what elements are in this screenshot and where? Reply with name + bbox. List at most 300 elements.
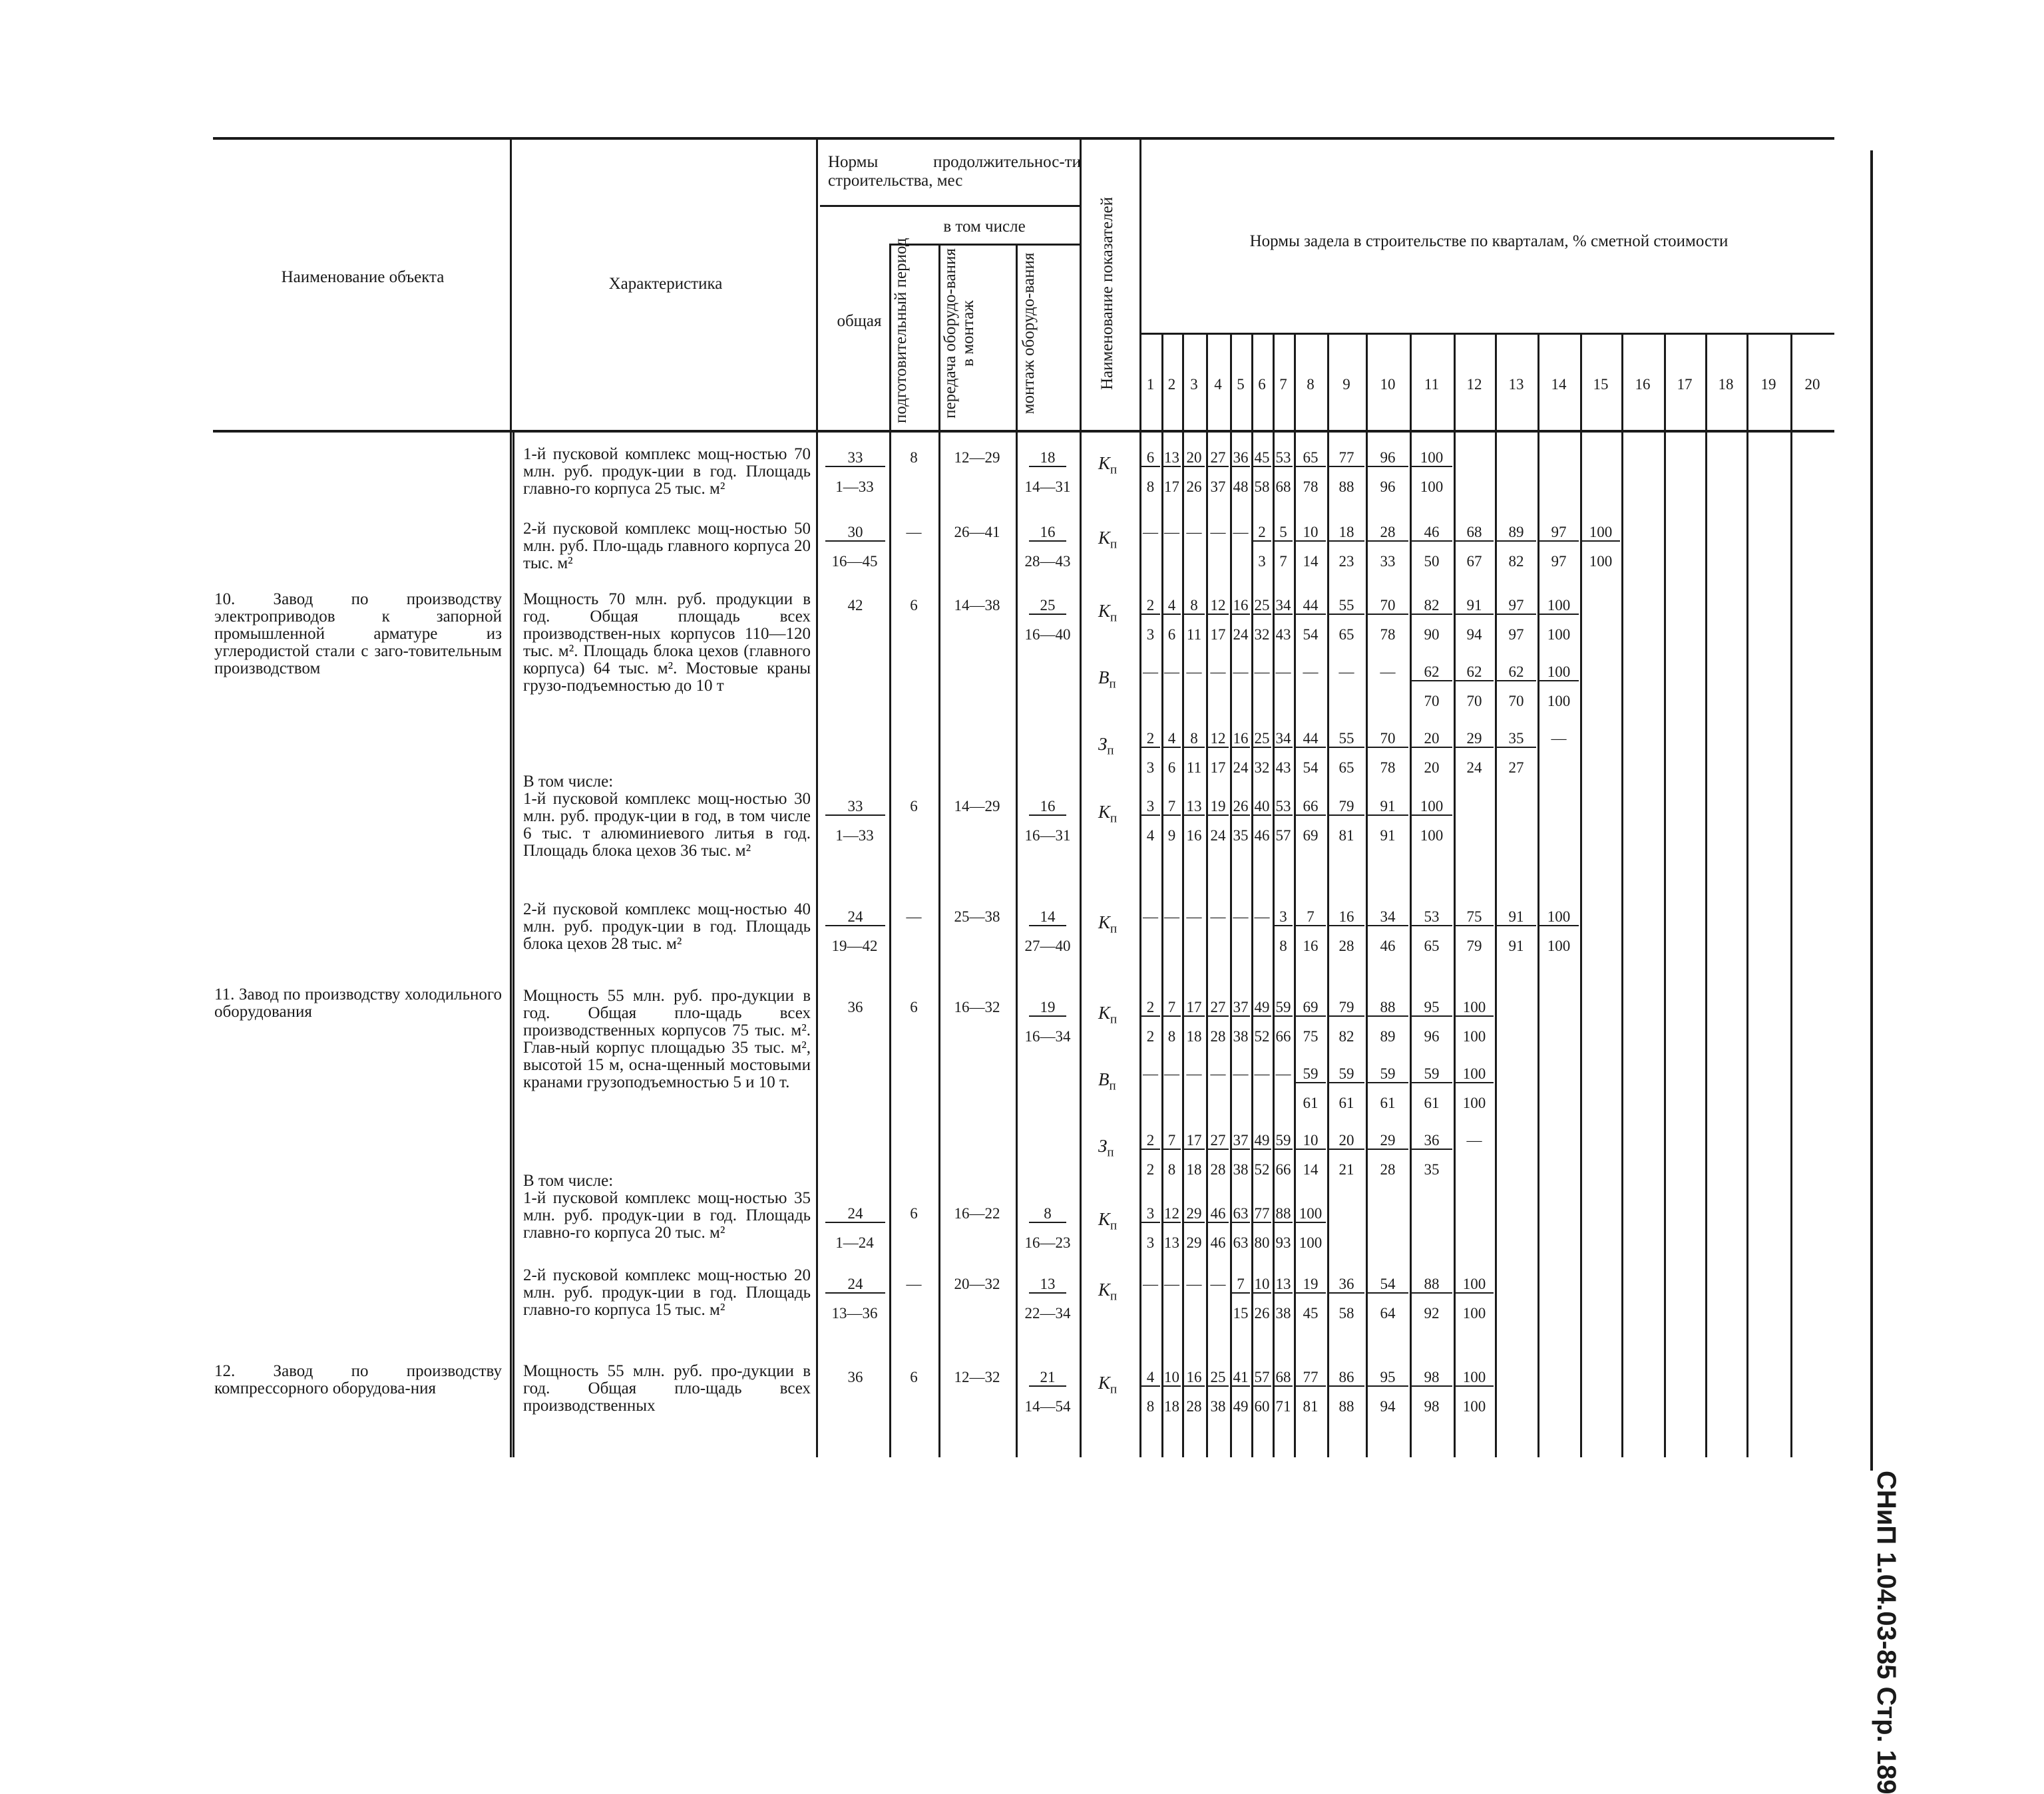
indicator-subscript: п xyxy=(1110,1382,1118,1397)
install-period: 18 xyxy=(1029,450,1066,467)
backlog-value-alt: 67 xyxy=(1466,553,1482,570)
backlog-value: 88 xyxy=(1411,1276,1452,1294)
backlog-value: 10 xyxy=(1295,1133,1326,1150)
indicator-label xyxy=(1098,1137,1114,1162)
backlog-value: — xyxy=(1338,663,1354,680)
backlog-value-alt: 94 xyxy=(1466,626,1482,643)
transfer-period: 16—32 xyxy=(954,999,1000,1015)
backlog-value: 8 xyxy=(1183,731,1205,748)
indicator-subscript: п xyxy=(1109,677,1116,691)
backlog-value-alt: 38 xyxy=(1275,1305,1291,1322)
backlog-value: 59 xyxy=(1274,999,1293,1017)
backlog-value-alt: 92 xyxy=(1424,1305,1440,1322)
backlog-value: — xyxy=(1210,1276,1226,1292)
backlog-value-alt: 6 xyxy=(1167,759,1176,776)
backlog-value: 70 xyxy=(1367,731,1408,748)
backlog-value-alt: 100 xyxy=(1462,1095,1486,1111)
backlog-value-alt: 43 xyxy=(1275,626,1291,643)
backlog-value-alt: 14 xyxy=(1303,1161,1319,1178)
backlog-value-alt: 57 xyxy=(1275,827,1291,844)
indicator-letter: В xyxy=(1098,667,1110,687)
backlog-value-alt: 65 xyxy=(1424,938,1440,954)
backlog-value-alt: 28 xyxy=(1338,938,1354,954)
backlog-value-alt: 7 xyxy=(1279,553,1287,570)
indicator-letter: К xyxy=(1098,802,1110,822)
indicator-subscript: п xyxy=(1109,1079,1116,1093)
backlog-value: 25 xyxy=(1253,598,1271,615)
backlog-value-alt: 100 xyxy=(1462,1398,1486,1415)
duration-range: 1—33 xyxy=(835,478,874,495)
backlog-value: 8 xyxy=(1183,598,1205,615)
backlog-value: — xyxy=(1466,1132,1482,1149)
backlog-value: — xyxy=(1143,1065,1158,1082)
col-line-total xyxy=(889,244,891,1457)
indicator-subscript: п xyxy=(1110,811,1118,826)
backlog-value: — xyxy=(1551,730,1567,747)
install-range: 16—40 xyxy=(1024,626,1071,643)
backlog-value: 100 xyxy=(1539,664,1579,681)
install-period: 16 xyxy=(1029,799,1066,816)
backlog-value: 91 xyxy=(1455,598,1494,615)
backlog-value-alt: 58 xyxy=(1338,1305,1354,1322)
backlog-value: — xyxy=(1303,663,1319,680)
backlog-value: — xyxy=(1164,1065,1179,1082)
backlog-value: 27 xyxy=(1207,1133,1229,1150)
characteristic-row-7: В том числе: 1-й пусковой комплекс мощ-ностью 35 млн. руб. продук-ции в год. Площадь главно-го корпуса 20 тыс. м² xyxy=(523,1172,811,1242)
backlog-value: — xyxy=(1186,908,1202,925)
backlog-value: 100 xyxy=(1455,1369,1494,1387)
quarter-number: 17 xyxy=(1677,376,1693,393)
backlog-value-alt: 98 xyxy=(1424,1398,1440,1415)
backlog-value: 66 xyxy=(1295,799,1326,816)
indicator-subscript: п xyxy=(1110,1012,1118,1027)
backlog-value: — xyxy=(1275,1065,1291,1082)
backlog-value: 6 xyxy=(1141,450,1160,467)
backlog-value: 53 xyxy=(1411,909,1452,926)
backlog-value-alt: 100 xyxy=(1462,1305,1486,1322)
backlog-value-alt: 79 xyxy=(1466,938,1482,954)
col-line-quarter xyxy=(1580,333,1582,1457)
backlog-value: 100 xyxy=(1581,524,1620,542)
backlog-value: 53 xyxy=(1274,450,1293,467)
indicator-label xyxy=(1098,602,1117,627)
quarter-number: 13 xyxy=(1508,376,1524,393)
backlog-value: 27 xyxy=(1207,450,1229,467)
quarter-number: 15 xyxy=(1593,376,1609,393)
backlog-value: 19 xyxy=(1207,799,1229,816)
backlog-value: 44 xyxy=(1295,731,1326,748)
backlog-value: 46 xyxy=(1207,1206,1229,1223)
backlog-value-alt: 78 xyxy=(1380,626,1396,643)
backlog-value-alt: 78 xyxy=(1380,759,1396,776)
header-indicator-col xyxy=(1098,164,1116,423)
install-range: 16—23 xyxy=(1024,1234,1071,1251)
backlog-value: 34 xyxy=(1274,731,1293,748)
backlog-value-alt: 60 xyxy=(1254,1398,1270,1415)
backlog-value-alt: 48 xyxy=(1233,478,1249,495)
backlog-value: 57 xyxy=(1253,1369,1271,1387)
backlog-value-alt: 90 xyxy=(1424,626,1440,643)
install-range: 27—40 xyxy=(1024,938,1071,954)
backlog-value: 100 xyxy=(1295,1206,1326,1223)
quarter-number: 6 xyxy=(1258,376,1266,393)
quarter-number: 20 xyxy=(1804,376,1820,393)
table-top-rule xyxy=(213,137,1834,140)
backlog-value-alt: 100 xyxy=(1420,827,1444,844)
backlog-value-alt: 38 xyxy=(1210,1398,1226,1415)
backlog-value: — xyxy=(1143,908,1158,925)
prep-period: 6 xyxy=(910,597,918,614)
backlog-value: 26 xyxy=(1231,799,1250,816)
backlog-value: 59 xyxy=(1411,1066,1452,1083)
backlog-value-alt: 75 xyxy=(1303,1028,1319,1045)
backlog-value-alt: 43 xyxy=(1275,759,1291,776)
characteristic-row-2: 2-й пусковой комплекс мощ-ностью 50 млн. руб. Пло-щадь главного корпуса 20 тыс. м² xyxy=(523,520,811,572)
backlog-value-alt: 15 xyxy=(1233,1305,1249,1322)
duration-range: 16—45 xyxy=(831,553,878,570)
backlog-value: 13 xyxy=(1164,449,1179,466)
backlog-value: — xyxy=(1164,663,1179,680)
backlog-value-alt: 65 xyxy=(1338,626,1354,643)
backlog-value: 79 xyxy=(1329,799,1364,816)
backlog-value: 95 xyxy=(1411,999,1452,1017)
backlog-value: — xyxy=(1164,908,1179,925)
backlog-value: 46 xyxy=(1411,524,1452,542)
object-12-name: 12. Завод по производству компрессорного оборудова-ния xyxy=(214,1362,502,1397)
header-prep-col xyxy=(892,238,910,423)
backlog-value-alt: 33 xyxy=(1380,553,1396,570)
backlog-value: 3 xyxy=(1141,799,1160,816)
install-period: 14 xyxy=(1029,909,1066,926)
backlog-value-alt: 23 xyxy=(1338,553,1354,570)
backlog-value: 7 xyxy=(1295,909,1326,926)
indicator-letter: З xyxy=(1098,1136,1108,1156)
indicator-label xyxy=(1098,1070,1116,1095)
backlog-value-alt: 11 xyxy=(1186,759,1202,776)
backlog-value: 2 xyxy=(1141,999,1160,1017)
transfer-period: 20—32 xyxy=(954,1276,1000,1292)
install-period: 19 xyxy=(1029,999,1066,1017)
page-label: СНиП 1.04.03-85 Стр. 189 xyxy=(1872,1471,1901,1794)
backlog-value-alt: 18 xyxy=(1164,1398,1179,1415)
col-line-quarter xyxy=(1705,333,1707,1457)
transfer-period: 16—22 xyxy=(954,1205,1000,1222)
transfer-period: 25—38 xyxy=(954,908,1000,925)
backlog-value-alt: 93 xyxy=(1275,1234,1291,1251)
prep-period: — xyxy=(906,1276,922,1292)
backlog-value-alt: 21 xyxy=(1338,1161,1354,1178)
install-range: 16—34 xyxy=(1024,1028,1071,1045)
backlog-value: 10 xyxy=(1295,524,1326,542)
prep-period: 8 xyxy=(910,449,918,466)
backlog-value: 55 xyxy=(1329,731,1364,748)
backlog-value-alt: 49 xyxy=(1233,1398,1249,1415)
indicator-subscript: п xyxy=(1110,462,1118,477)
backlog-value-alt: 66 xyxy=(1275,1028,1291,1045)
backlog-value-alt: 3 xyxy=(1146,1234,1155,1251)
backlog-value-alt: 28 xyxy=(1210,1028,1226,1045)
backlog-value: 100 xyxy=(1455,1066,1494,1083)
prep-period: 6 xyxy=(910,999,918,1015)
duration-total: 36 xyxy=(847,1369,863,1385)
backlog-value: — xyxy=(1233,908,1249,925)
indicator-letter: К xyxy=(1098,528,1110,548)
backlog-value-alt: 26 xyxy=(1186,478,1202,495)
backlog-value: 44 xyxy=(1295,598,1326,615)
backlog-value: 10 xyxy=(1164,1369,1179,1385)
header-indicator-text: Наименование показателей xyxy=(1098,196,1116,391)
quarter-number: 5 xyxy=(1237,376,1245,393)
backlog-value: — xyxy=(1380,663,1396,680)
backlog-value-alt: 3 xyxy=(1146,759,1155,776)
backlog-value: 49 xyxy=(1253,999,1271,1017)
backlog-value-alt: 82 xyxy=(1338,1028,1354,1045)
transfer-period: 12—29 xyxy=(954,449,1000,466)
backlog-value-alt: 61 xyxy=(1380,1095,1396,1111)
backlog-value: 20 xyxy=(1329,1133,1364,1150)
backlog-value-alt: 91 xyxy=(1380,827,1396,844)
backlog-value: 16 xyxy=(1231,598,1250,615)
quarter-number: 18 xyxy=(1718,376,1734,393)
backlog-value-alt: 24 xyxy=(1210,827,1226,844)
backlog-value-alt: 29 xyxy=(1186,1234,1202,1251)
backlog-value: — xyxy=(1143,524,1158,540)
backlog-value: 2 xyxy=(1141,731,1160,748)
backlog-value: 53 xyxy=(1274,799,1293,816)
backlog-value-alt: 3 xyxy=(1258,553,1266,570)
header-char-col: Характеристика xyxy=(608,275,723,293)
backlog-value-alt: 20 xyxy=(1424,759,1440,776)
backlog-value-alt: 24 xyxy=(1233,626,1249,643)
indicator-letter: В xyxy=(1098,1069,1110,1089)
backlog-value-alt: 54 xyxy=(1303,759,1319,776)
indicator-subscript: п xyxy=(1110,922,1118,936)
backlog-value-alt: 100 xyxy=(1547,938,1571,954)
quarter-subheader-rule xyxy=(1139,333,1834,335)
backlog-value: 12 xyxy=(1207,731,1229,748)
quarter-number: 8 xyxy=(1307,376,1315,393)
duration-total: 24 xyxy=(825,1206,885,1223)
right-border xyxy=(1870,150,1873,1471)
backlog-value: 91 xyxy=(1367,799,1408,816)
backlog-value-alt: 3 xyxy=(1146,626,1155,643)
backlog-value: 25 xyxy=(1207,1369,1229,1387)
backlog-value-alt: 61 xyxy=(1338,1095,1354,1111)
backlog-value-alt: 97 xyxy=(1508,626,1524,643)
backlog-value: 20 xyxy=(1411,731,1452,748)
col-line-quarter xyxy=(1664,333,1666,1457)
backlog-value: — xyxy=(1186,663,1202,680)
backlog-value: — xyxy=(1143,1276,1158,1292)
install-range: 14—54 xyxy=(1024,1398,1071,1415)
backlog-value-alt: 50 xyxy=(1424,553,1440,570)
quarter-number: 14 xyxy=(1551,376,1567,393)
indicator-subscript: п xyxy=(1110,537,1118,552)
prep-period: 6 xyxy=(910,1369,918,1385)
col-line-quarter xyxy=(1621,333,1623,1457)
backlog-value-alt: 70 xyxy=(1424,693,1440,709)
backlog-value: 13 xyxy=(1274,1276,1293,1294)
header-install-col xyxy=(1020,244,1038,423)
backlog-value-alt: 66 xyxy=(1275,1161,1291,1178)
backlog-value-alt: 100 xyxy=(1462,1028,1486,1045)
backlog-value: 17 xyxy=(1183,999,1205,1017)
install-period: 25 xyxy=(1029,598,1066,615)
backlog-value: — xyxy=(1254,908,1270,925)
indicator-label xyxy=(1098,1003,1117,1029)
backlog-value-alt: 89 xyxy=(1380,1028,1396,1045)
backlog-value-alt: 11 xyxy=(1186,626,1202,643)
backlog-value-alt: 2 xyxy=(1146,1161,1155,1178)
duration-range: 1—33 xyxy=(835,827,874,844)
quarter-number: 10 xyxy=(1380,376,1396,393)
backlog-value: 34 xyxy=(1274,598,1293,615)
header-backlog-title: Нормы задела в строительстве по кварталам, % сметной стоимости xyxy=(1249,232,1729,250)
object-10-name: 10. Завод по производству электроприводов к запорной промышленной арматуре из углеродистой стали с заго-товительным производством xyxy=(214,590,502,677)
backlog-value-alt: 24 xyxy=(1466,759,1482,776)
install-period: 8 xyxy=(1029,1206,1066,1223)
backlog-value: 12 xyxy=(1164,1205,1179,1222)
col-line-quarter xyxy=(1746,333,1748,1457)
transfer-period: 14—29 xyxy=(954,798,1000,814)
backlog-value: 7 xyxy=(1163,1133,1181,1150)
col-line-char xyxy=(816,137,818,1457)
backlog-value: 68 xyxy=(1274,1369,1293,1387)
backlog-value-alt: 46 xyxy=(1254,827,1270,844)
backlog-value-alt: 70 xyxy=(1508,693,1524,709)
backlog-value: 59 xyxy=(1295,1066,1326,1083)
backlog-value: 34 xyxy=(1367,909,1408,926)
duration-total: 36 xyxy=(847,999,863,1015)
duration-total: 24 xyxy=(825,909,885,926)
backlog-value-alt: 100 xyxy=(1547,626,1571,643)
backlog-value: 68 xyxy=(1455,524,1494,542)
col-line-quarter xyxy=(1537,333,1539,1457)
col-line-name xyxy=(510,137,512,1457)
backlog-value-alt: 18 xyxy=(1186,1028,1202,1045)
transfer-period: 26—41 xyxy=(954,524,1000,540)
col-line-quarter xyxy=(1495,333,1497,1457)
backlog-value-alt: 81 xyxy=(1338,827,1354,844)
backlog-value: 62 xyxy=(1496,664,1536,681)
backlog-value-alt: 38 xyxy=(1233,1161,1249,1178)
prep-period: 6 xyxy=(910,1205,918,1222)
backlog-value-alt: 8 xyxy=(1146,1398,1155,1415)
backlog-value-alt: 96 xyxy=(1380,478,1396,495)
backlog-value: 89 xyxy=(1496,524,1536,542)
col-line-install xyxy=(1080,137,1082,1457)
backlog-value-alt: 46 xyxy=(1380,938,1396,954)
backlog-value-alt: 14 xyxy=(1303,553,1319,570)
backlog-value: 16 xyxy=(1231,731,1250,748)
backlog-value-alt: 97 xyxy=(1551,553,1567,570)
header-transfer-col xyxy=(941,244,977,423)
backlog-value-alt: 27 xyxy=(1508,759,1524,776)
backlog-value: 70 xyxy=(1367,598,1408,615)
backlog-value: — xyxy=(1186,1276,1202,1292)
quarter-number: 11 xyxy=(1424,376,1440,393)
backlog-value-alt: 68 xyxy=(1275,478,1291,495)
duration-range: 13—36 xyxy=(831,1305,878,1322)
backlog-value: 88 xyxy=(1367,999,1408,1017)
backlog-value: 4 xyxy=(1141,1369,1160,1387)
backlog-value: 59 xyxy=(1367,1066,1408,1083)
backlog-value: 4 xyxy=(1163,731,1181,748)
header-transfer-text: передача оборудо-вания в монтаж xyxy=(941,248,977,419)
backlog-value-alt: 71 xyxy=(1275,1398,1291,1415)
indicator-subscript: п xyxy=(1110,610,1118,625)
backlog-value: 69 xyxy=(1295,999,1326,1017)
indicator-letter: К xyxy=(1098,1209,1110,1229)
backlog-value-alt: 78 xyxy=(1303,478,1319,495)
indicator-label xyxy=(1098,668,1116,693)
backlog-value-alt: 100 xyxy=(1420,478,1444,495)
backlog-value-alt: 35 xyxy=(1233,827,1249,844)
backlog-value: — xyxy=(1233,1065,1249,1082)
indicator-label xyxy=(1098,1373,1117,1399)
backlog-value-alt: 61 xyxy=(1303,1095,1319,1111)
backlog-value-alt: 32 xyxy=(1254,626,1270,643)
backlog-value: — xyxy=(1210,1065,1226,1082)
install-range: 22—34 xyxy=(1024,1305,1071,1322)
object-11-name: 11. Завод по производству холодильного оборудования xyxy=(214,986,502,1021)
col-line-transfer xyxy=(1016,244,1018,1457)
backlog-value: 29 xyxy=(1367,1133,1408,1150)
characteristic-row-6: Мощность 55 млн. руб. про-дукции в год. Общая пло-щадь всех производственных корпусов 75 тыс. м². Глав-ный корпус площадью 35 тыс. м², высотой 15 м, осна-щенный мостовыми кранами грузоподъемностью 5 и 10 т. xyxy=(523,987,811,1091)
header-total-col: общая xyxy=(837,312,882,330)
indicator-letter: К xyxy=(1098,1280,1110,1300)
backlog-value: 20 xyxy=(1183,450,1205,467)
indicator-label xyxy=(1098,454,1117,479)
backlog-value-alt: 100 xyxy=(1547,693,1571,709)
backlog-value: — xyxy=(1143,663,1158,680)
backlog-value-alt: 52 xyxy=(1254,1161,1270,1178)
duration-total: 33 xyxy=(825,799,885,816)
backlog-value: 63 xyxy=(1231,1206,1250,1223)
backlog-value-alt: 61 xyxy=(1424,1095,1440,1111)
duration-total: 30 xyxy=(825,524,885,542)
col-line-prep xyxy=(938,244,940,1457)
backlog-value: 36 xyxy=(1329,1276,1364,1294)
backlog-value: 97 xyxy=(1496,598,1536,615)
backlog-value: 7 xyxy=(1163,999,1181,1017)
backlog-value-alt: 16 xyxy=(1303,938,1319,954)
transfer-period: 12—32 xyxy=(954,1369,1000,1385)
backlog-value: 37 xyxy=(1231,999,1250,1017)
backlog-value: 100 xyxy=(1539,909,1579,926)
backlog-value: — xyxy=(1164,524,1179,540)
backlog-value: 59 xyxy=(1274,1133,1293,1150)
duration-subheader-rule xyxy=(820,205,1080,207)
backlog-value-alt: 88 xyxy=(1338,478,1354,495)
backlog-value: 36 xyxy=(1231,450,1250,467)
backlog-value: 5 xyxy=(1274,524,1293,542)
duration-total: 42 xyxy=(847,597,863,614)
backlog-value: — xyxy=(1210,663,1226,680)
backlog-value: — xyxy=(1254,1065,1270,1082)
header-incl-title: в том числе xyxy=(943,218,1026,236)
quarter-number: 4 xyxy=(1214,376,1222,393)
install-range: 28—43 xyxy=(1024,553,1071,570)
backlog-value: 91 xyxy=(1496,909,1536,926)
backlog-value: 7 xyxy=(1231,1276,1250,1294)
backlog-value: 17 xyxy=(1183,1133,1205,1150)
backlog-value: 28 xyxy=(1367,524,1408,542)
backlog-value: 4 xyxy=(1163,598,1181,615)
backlog-value-alt: 64 xyxy=(1380,1305,1396,1322)
indicator-subscript: п xyxy=(1107,743,1114,758)
left-body-line xyxy=(512,430,514,1457)
